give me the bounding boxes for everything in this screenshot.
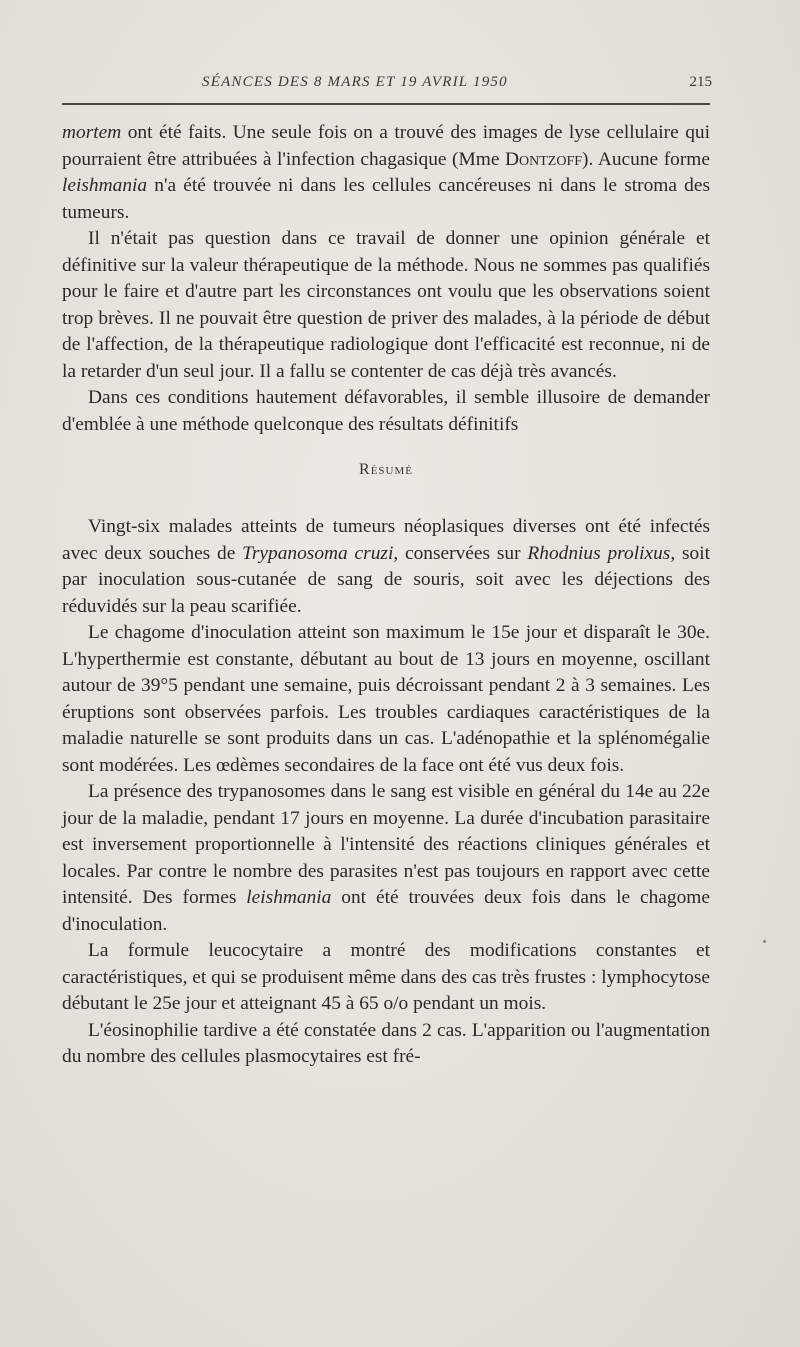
text-run: Vingt-six malades atteints de tumeurs néoplasiques diverses ont été infectés avec deux souches de — [62, 516, 710, 564]
text-run: Il n'était pas question dans ce travail de donner une opinion générale et définitive sur la valeur thérapeutique de la méthode. Nous ne sommes pas qualifiés pour le faire et d'autre part les circonstances ont voulu que les observations soient trop brèves. Il ne pouvait être question de priver des malades, à la période de début de l'affection, de la thérapeutique radiologique dont l'efficacité est reconnue, ni de la retarder d'un seul jour. Il a fallu se contenter de cas déjà très avancés. — [62, 228, 710, 382]
text-run: n'a été trouvée ni dans les cellules cancéreuses ni dans le stroma des tumeurs. — [62, 175, 710, 223]
paragraph — [62, 120, 710, 226]
text-run: La formule leucocytaire a montré des modifications constantes et caractéristiques, et qui se produisent même dans des cas très frustes : lymphocytose débutant le 25e jour et atteignant 45 à 65 o/o pendant un mois. — [62, 940, 710, 1014]
text-run: ont été faits. Une seule fois on a trouvé des images de lyse cellulaire qui pourraient être attribuées à l'infection chagasique (Mme — [62, 122, 710, 170]
paragraph — [62, 620, 710, 779]
running-head — [62, 74, 712, 98]
paragraph — [62, 938, 710, 1018]
running-title: SÉANCES DES 8 MARS ET 19 AVRIL 1950 — [202, 74, 508, 90]
section-title: Résumé — [359, 461, 413, 478]
text-run: Dans ces conditions hautement défavorables, il semble illusoire de demander d'emblée à une méthode quelconque des résultats définitifs — [62, 387, 710, 435]
paragraph — [62, 1018, 710, 1071]
text-run: ). Aucune forme — [582, 148, 710, 170]
paragraph — [62, 514, 710, 620]
italic-text: Rhodnius prolixus — [527, 542, 671, 564]
paragraphs-after-section — [62, 514, 710, 1071]
paragraph — [62, 226, 710, 385]
text-run: Le chagome d'inoculation atteint son maximum le 15e jour et disparaît le 30e. L'hyperthermie est constante, débutant au bout de 13 jours en moyenne, oscillant autour de 39°5 pendant une semaine, puis décroissant pendant 2 à 3 semaines. Les éruptions sont observées parfois. Les troubles cardiaques caractéristiques de la maladie naturelle se sont produits dans un cas. L'adénopathie et la splénomégalie sont modérées. Les œdèmes secondaires de la face ont été vus deux fois. — [62, 622, 710, 776]
small-caps-text: Dontzoff — [505, 148, 583, 170]
page-number: 215 — [689, 74, 712, 90]
text-body — [62, 120, 710, 1071]
page-speck — [763, 940, 766, 943]
header-rule — [62, 103, 710, 105]
italic-text: leishmania — [246, 887, 332, 908]
text-run: , conservées sur — [393, 542, 528, 564]
italic-text: Trypanosoma cruzi — [242, 542, 394, 564]
text-run: L'éosinophilie tardive a été constatée dans 2 cas. L'apparition ou l'augmentation du nombre des cellules plasmocytaires est fré- — [62, 1019, 710, 1067]
italic-text: leishmania — [62, 175, 148, 196]
text-run: La présence des trypanosomes dans le sang est visible en général du 14e au 22e jour de la maladie, pendant 17 jours en moyenne. La durée d'incubation parasitaire est inversement proportionnelle à l'intensité des réactions cliniques générales et locales. Par contre le nombre des parasites n'est pas toujours en rapport avec cette intensité. Des formes — [62, 781, 710, 908]
paragraphs-before-section — [62, 120, 710, 438]
paragraph — [62, 385, 710, 438]
paragraph — [62, 779, 710, 938]
text-run: ont été trouvées deux fois dans le chagome d'inoculation. — [62, 887, 710, 935]
text-run: , soit par inoculation sous-cutanée de sang de souris, soit avec les déjections des réduvidés sur la peau scarifiée. — [62, 542, 711, 617]
italic-text: mortem — [62, 122, 122, 143]
